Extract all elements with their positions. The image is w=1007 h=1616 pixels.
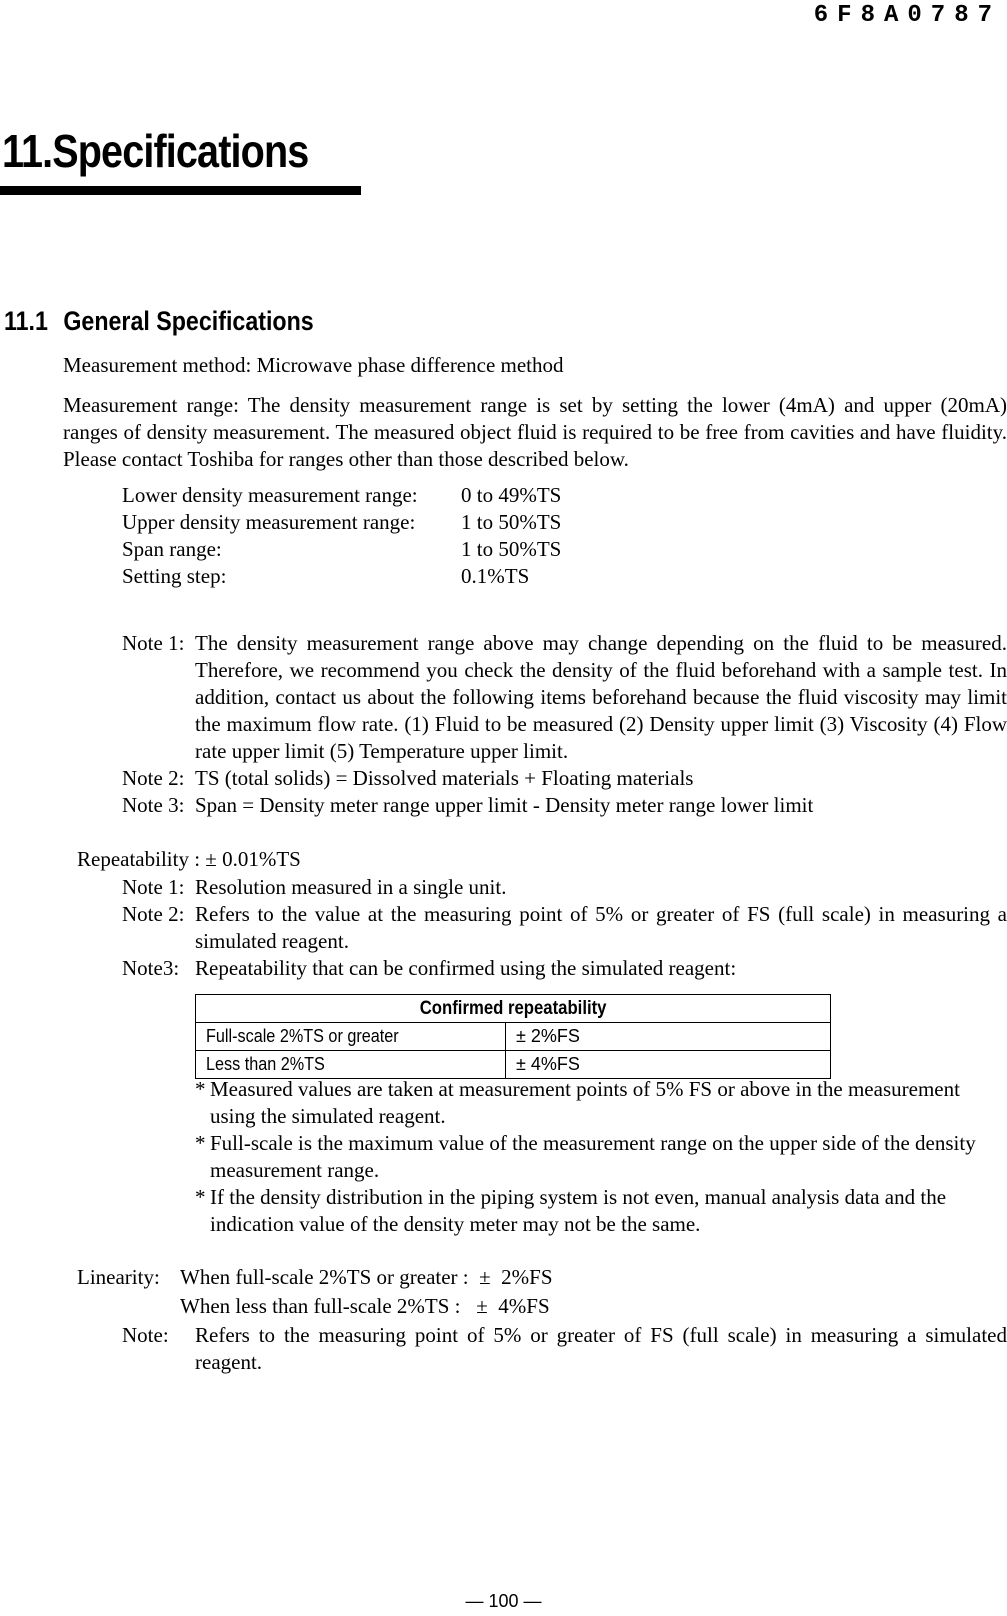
repeatability-table: [195, 994, 831, 1079]
range-row: [122, 509, 722, 536]
range-label: Upper density measurement range:: [122, 510, 416, 534]
footnote-text: Full-scale is the maximum value of the measurement range on the upper side of the density measurement range.: [210, 1131, 976, 1182]
note-label: Note 2:: [122, 766, 185, 790]
table-cell-value: ± 2%FS: [506, 1023, 831, 1051]
repeatability-heading: Repeatability : ± 0.01%TS: [77, 847, 301, 871]
note-text: Repeatability that can be confirmed using the simulated reagent:: [195, 956, 737, 980]
note-label: Note3:: [122, 956, 180, 980]
footnote-text: Measured values are taken at measurement points of 5% FS or above in the measurement using the simulated reagent.: [210, 1077, 960, 1128]
section-heading: [4, 306, 314, 337]
range-label: Setting step:: [122, 564, 227, 588]
note-label: Note 1:: [122, 631, 185, 655]
note-label: Note:: [122, 1323, 169, 1347]
range-row: [122, 536, 722, 563]
table-cell-condition: Less than 2%TS: [196, 1051, 506, 1079]
range-value: 1 to 50%TS: [461, 510, 562, 534]
measurement-method: Measurement method: Microwave phase difference method: [63, 353, 564, 377]
note-label: Note 3:: [122, 793, 185, 817]
range-row: [122, 563, 722, 590]
linearity-label: Linearity:: [77, 1265, 160, 1289]
range-row: [122, 482, 722, 509]
note-text: TS (total solids) = Dissolved materials + Floating materials: [195, 766, 694, 790]
section-number: 11.1: [4, 306, 48, 336]
note-text: Refers to the value at the measuring point of 5% or greater of FS (full scale) in measuring a simulated reagent.: [195, 902, 1007, 953]
range-label: Span range:: [122, 537, 222, 561]
note-label: Note 2:: [122, 902, 185, 926]
table-row: [196, 1023, 831, 1051]
table-cell-condition: Full-scale 2%TS or greater: [196, 1023, 506, 1051]
chapter-title-underline: [0, 186, 361, 195]
linearity-line-2: When less than full-scale 2%TS : ± 4%FS: [180, 1294, 550, 1318]
note-text: Refers to the measuring point of 5% or greater of FS (full scale) in measuring a simulated reagent.: [195, 1323, 1007, 1374]
document-code: 6F8A0787: [813, 2, 1001, 29]
page-number: — 100 —: [465, 1591, 542, 1611]
footnote-text: If the density distribution in the piping system is not even, manual analysis data and the indication value of the density meter may not be the same.: [210, 1185, 947, 1236]
table-header: Confirmed repeatability: [196, 995, 831, 1023]
range-value: 0 to 49%TS: [461, 483, 562, 507]
note-label: Note 1:: [122, 875, 185, 899]
footnote-mark: *: [195, 1077, 206, 1101]
range-label: Lower density measurement range:: [122, 483, 418, 507]
range-value: 1 to 50%TS: [461, 537, 562, 561]
note-text: The density measurement range above may change depending on the fluid to be measured. Therefore, we recommend you check the density of the fluid beforehand with a sample test. In addition, contact us about the following items beforehand because the fluid viscosity may limit the maximum flow rate. (1) Fluid to be measured (2) Density upper limit (3) Viscosity (4) Flow rate upper limit (5) Temperature upper limit.: [195, 631, 1007, 763]
linearity-line-1: When full-scale 2%TS or greater : ± 2%FS: [180, 1265, 553, 1289]
note-text: Span = Density meter range upper limit - Density meter range lower limit: [195, 793, 814, 817]
measurement-range-intro: Measurement range: The density measurement range is set by setting the lower (4mA) and upper (20mA) ranges of density measurement. The measured object fluid is required to be free from cavities and have fluidity. Please contact Toshiba for ranges other than those described below.: [63, 393, 1007, 471]
chapter-title: 11.Specifications: [2, 125, 309, 177]
footnote-mark: *: [195, 1131, 206, 1155]
table-row: [196, 1051, 831, 1079]
table-cell-value: ± 4%FS: [506, 1051, 831, 1079]
range-value: 0.1%TS: [461, 564, 530, 588]
footnote-mark: *: [195, 1185, 206, 1209]
table-header-row: [196, 995, 831, 1023]
section-title: General Specifications: [63, 306, 314, 336]
note-text: Resolution measured in a single unit.: [195, 875, 507, 899]
